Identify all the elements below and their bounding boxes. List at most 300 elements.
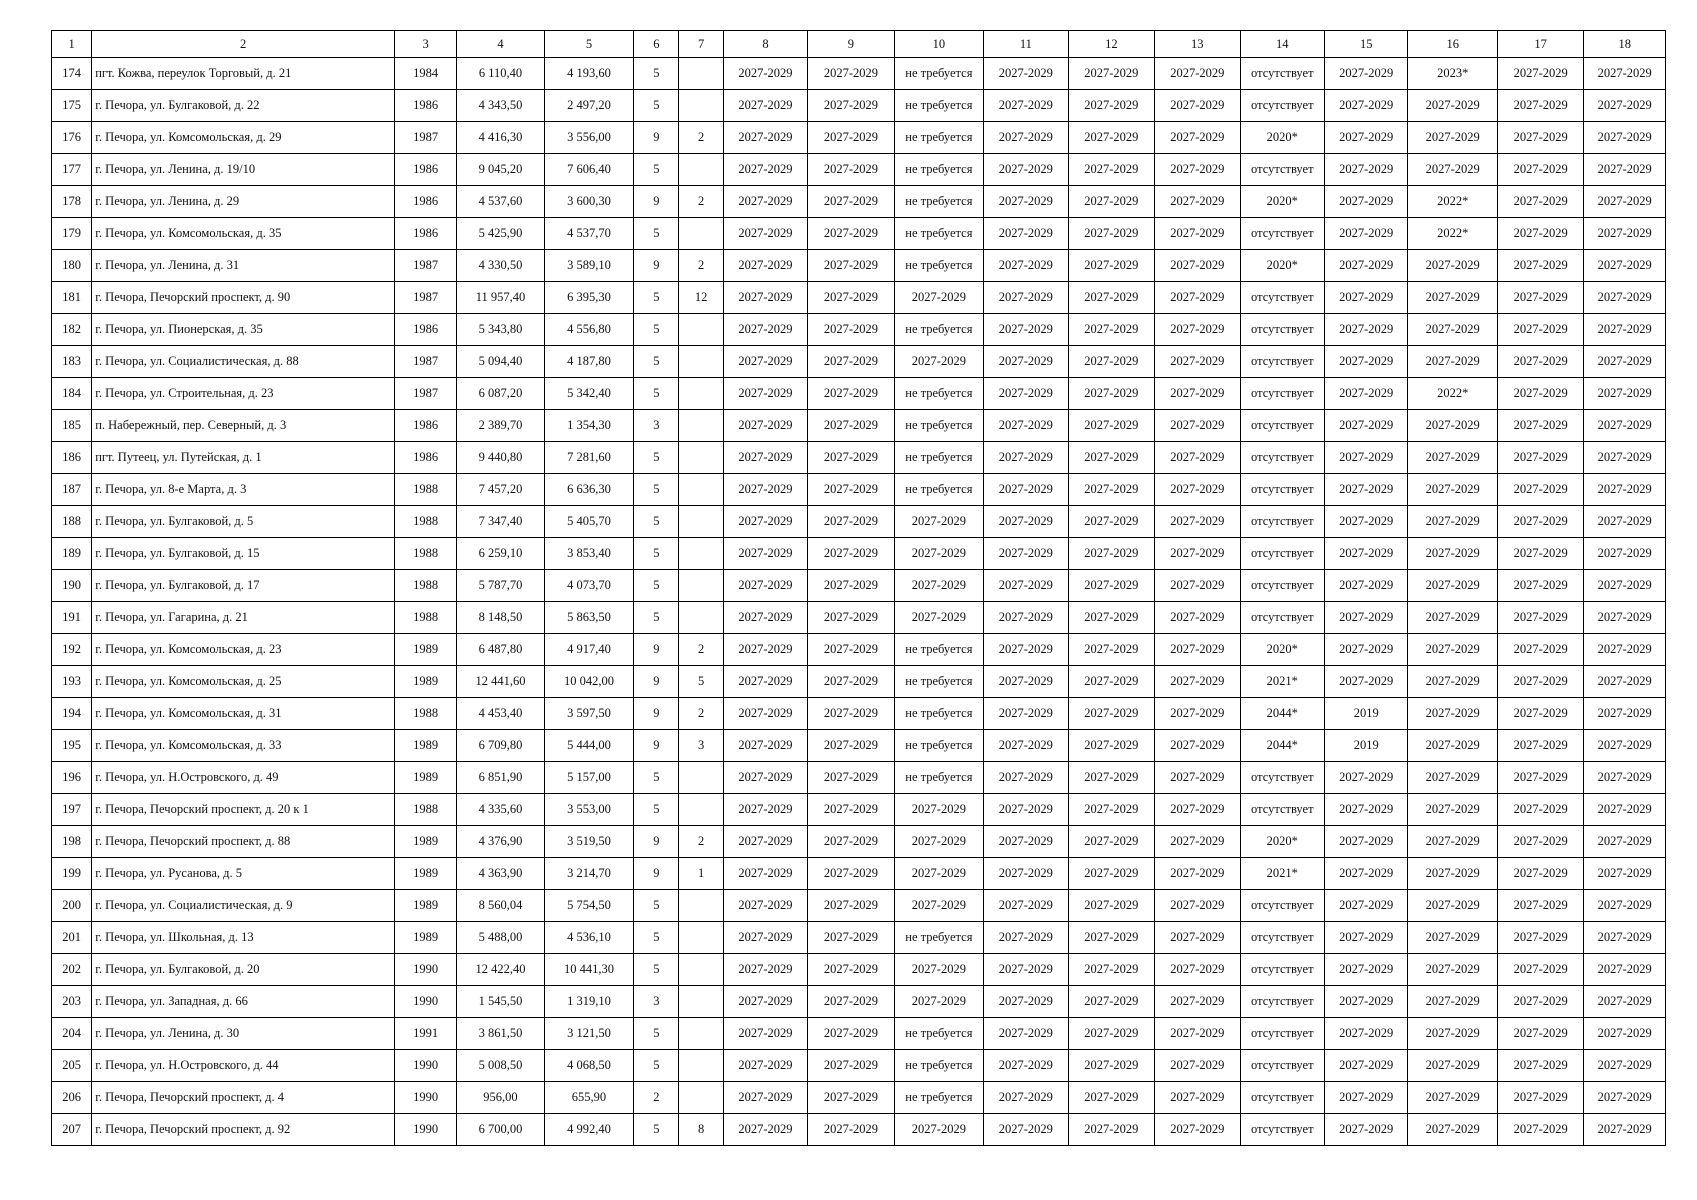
address-cell: г. Печора, ул. Булгаковой, д. 17 <box>92 570 395 602</box>
table-cell: 9 <box>634 730 679 762</box>
table-cell <box>679 602 723 634</box>
table-cell: 1989 <box>394 634 456 666</box>
table-cell: 2027-2029 <box>808 442 894 474</box>
table-cell: 7 606,40 <box>544 154 633 186</box>
table-cell: 2027-2029 <box>808 538 894 570</box>
table-cell: 2 497,20 <box>544 90 633 122</box>
table-cell: 2027-2029 <box>1408 602 1497 634</box>
table-cell: 2027-2029 <box>1584 666 1666 698</box>
housing-schedule-table <box>51 30 1666 1146</box>
table-cell: 1990 <box>394 1114 456 1146</box>
table-cell: 5 342,40 <box>544 378 633 410</box>
table-cell: 2027-2029 <box>1325 954 1408 986</box>
row-number-cell: 176 <box>52 122 92 154</box>
address-cell: пгт. Кожва, переулок Торговый, д. 21 <box>92 58 395 90</box>
table-cell: 1 354,30 <box>544 410 633 442</box>
table-cell: 5 <box>634 1114 679 1146</box>
table-cell: 3 556,00 <box>544 122 633 154</box>
table-cell: 2027-2029 <box>984 154 1068 186</box>
table-cell: 2027-2029 <box>984 506 1068 538</box>
table-cell: не требуется <box>894 698 983 730</box>
table-cell: 2027-2029 <box>1584 730 1666 762</box>
table-row <box>52 762 1666 794</box>
table-cell: 2027-2029 <box>1497 1050 1583 1082</box>
address-cell: г. Печора, ул. Социалистическая, д. 88 <box>92 346 395 378</box>
table-cell: 2027-2029 <box>1584 1018 1666 1050</box>
table-cell: 5 754,50 <box>544 890 633 922</box>
table-cell: 2027-2029 <box>1497 602 1583 634</box>
table-cell: 2027-2029 <box>984 698 1068 730</box>
table-cell: 2027-2029 <box>1584 186 1666 218</box>
address-cell: г. Печора, ул. 8-е Марта, д. 3 <box>92 474 395 506</box>
table-cell: 2027-2029 <box>1068 218 1154 250</box>
table-cell: 2027-2029 <box>808 762 894 794</box>
table-cell: 2027-2029 <box>723 282 807 314</box>
address-cell: г. Печора, ул. Ленина, д. 19/10 <box>92 154 395 186</box>
table-cell: 2027-2029 <box>723 730 807 762</box>
table-cell: 2027-2029 <box>1497 986 1583 1018</box>
column-number-7: 7 <box>679 31 723 58</box>
table-cell: 6 487,80 <box>457 634 544 666</box>
table-cell: 2027-2029 <box>1325 250 1408 282</box>
table-cell: 2027-2029 <box>1155 154 1240 186</box>
table-cell: 2027-2029 <box>1408 1018 1497 1050</box>
table-cell: 2027-2029 <box>984 986 1068 1018</box>
address-cell: г. Печора, ул. Комсомольская, д. 33 <box>92 730 395 762</box>
table-row <box>52 474 1666 506</box>
row-number-cell: 177 <box>52 154 92 186</box>
table-cell: 2027-2029 <box>723 314 807 346</box>
table-cell: 2027-2029 <box>723 858 807 890</box>
table-cell: 1986 <box>394 186 456 218</box>
table-cell: 2027-2029 <box>1408 90 1497 122</box>
address-cell: г. Печора, ул. Ленина, д. 31 <box>92 250 395 282</box>
table-cell: 9 <box>634 634 679 666</box>
table-cell: 1988 <box>394 506 456 538</box>
table-cell: 5 343,80 <box>457 314 544 346</box>
table-cell: 5 787,70 <box>457 570 544 602</box>
table-cell: 2027-2029 <box>1155 282 1240 314</box>
address-cell: г. Печора, ул. Булгаковой, д. 20 <box>92 954 395 986</box>
column-number-12: 12 <box>1068 31 1154 58</box>
table-cell: 2027-2029 <box>723 666 807 698</box>
table-cell: 2027-2029 <box>1408 250 1497 282</box>
table-cell: 2027-2029 <box>808 666 894 698</box>
table-cell: 3 214,70 <box>544 858 633 890</box>
table-cell: 2027-2029 <box>1584 474 1666 506</box>
table-cell: 2027-2029 <box>1068 282 1154 314</box>
table-cell: 1988 <box>394 538 456 570</box>
table-cell: 2 <box>679 186 723 218</box>
table-cell: отсутствует <box>1240 1050 1324 1082</box>
table-cell: 2027-2029 <box>1584 442 1666 474</box>
table-cell: 2027-2029 <box>1155 922 1240 954</box>
table-cell: отсутствует <box>1240 794 1324 826</box>
table-cell: 2027-2029 <box>1584 314 1666 346</box>
table-cell <box>679 762 723 794</box>
table-cell: 8 <box>679 1114 723 1146</box>
table-cell: 2027-2029 <box>1408 634 1497 666</box>
table-cell: 1989 <box>394 922 456 954</box>
table-cell: 2027-2029 <box>1155 698 1240 730</box>
table-cell: 2027-2029 <box>1068 186 1154 218</box>
column-number-3: 3 <box>394 31 456 58</box>
table-cell: 2027-2029 <box>723 890 807 922</box>
table-cell: 2027-2029 <box>723 186 807 218</box>
table-cell: 1987 <box>394 346 456 378</box>
table-cell: 2027-2029 <box>984 1050 1068 1082</box>
table-cell: 2027-2029 <box>984 794 1068 826</box>
table-cell: 1 <box>679 858 723 890</box>
table-cell: 2 <box>679 698 723 730</box>
table-cell: 5 425,90 <box>457 218 544 250</box>
table-cell: 3 <box>634 986 679 1018</box>
table-cell: 2027-2029 <box>984 538 1068 570</box>
table-cell: 2027-2029 <box>894 858 983 890</box>
table-cell: 2022* <box>1408 378 1497 410</box>
table-cell: 2020* <box>1240 826 1324 858</box>
table-cell: 2027-2029 <box>1408 1114 1497 1146</box>
table-cell: 9 <box>634 122 679 154</box>
table-cell <box>679 890 723 922</box>
table-cell <box>679 154 723 186</box>
table-cell: 6 087,20 <box>457 378 544 410</box>
table-cell: 6 395,30 <box>544 282 633 314</box>
table-cell: отсутствует <box>1240 314 1324 346</box>
table-cell: 2027-2029 <box>1325 282 1408 314</box>
address-cell: г. Печора, ул. Ленина, д. 29 <box>92 186 395 218</box>
table-cell: 2027-2029 <box>894 346 983 378</box>
table-cell: 2027-2029 <box>808 794 894 826</box>
table-cell: 2027-2029 <box>1155 90 1240 122</box>
table-cell: 1986 <box>394 154 456 186</box>
table-cell: отсутствует <box>1240 954 1324 986</box>
table-cell: отсутствует <box>1240 602 1324 634</box>
column-number-15: 15 <box>1325 31 1408 58</box>
row-number-cell: 200 <box>52 890 92 922</box>
table-cell: 2027-2029 <box>894 986 983 1018</box>
table-cell: 2027-2029 <box>1068 1050 1154 1082</box>
table-cell: 5 <box>634 282 679 314</box>
table-cell: 1987 <box>394 282 456 314</box>
table-cell: 2027-2029 <box>1408 314 1497 346</box>
table-cell: 5 <box>634 90 679 122</box>
row-number-cell: 174 <box>52 58 92 90</box>
table-cell: 2020* <box>1240 634 1324 666</box>
table-cell: 2027-2029 <box>1068 250 1154 282</box>
table-cell: 2027-2029 <box>1408 282 1497 314</box>
column-number-18: 18 <box>1584 31 1666 58</box>
table-cell: 2027-2029 <box>1408 442 1497 474</box>
table-cell: 2027-2029 <box>984 442 1068 474</box>
table-cell: 2027-2029 <box>1155 826 1240 858</box>
table-cell: 2027-2029 <box>1155 346 1240 378</box>
table-cell: 2027-2029 <box>1068 666 1154 698</box>
table-cell: не требуется <box>894 154 983 186</box>
table-cell: 5 <box>634 1018 679 1050</box>
table-cell: 2027-2029 <box>1155 1082 1240 1114</box>
table-cell: 4 193,60 <box>544 58 633 90</box>
address-cell: г. Печора, ул. Гагарина, д. 21 <box>92 602 395 634</box>
table-cell: 2027-2029 <box>1408 986 1497 1018</box>
table-cell: 2027-2029 <box>1155 58 1240 90</box>
table-cell: отсутствует <box>1240 474 1324 506</box>
table-cell: 1989 <box>394 858 456 890</box>
table-cell: отсутствует <box>1240 346 1324 378</box>
table-cell: 2020* <box>1240 186 1324 218</box>
table-cell: 2027-2029 <box>723 58 807 90</box>
table-cell: 2027-2029 <box>1068 346 1154 378</box>
table-cell: 2027-2029 <box>1584 122 1666 154</box>
table-cell: 2027-2029 <box>1068 90 1154 122</box>
address-cell: п. Набережный, пер. Северный, д. 3 <box>92 410 395 442</box>
table-cell: отсутствует <box>1240 506 1324 538</box>
table-cell <box>679 538 723 570</box>
table-cell: 2027-2029 <box>1155 538 1240 570</box>
table-cell: 2027-2029 <box>1408 570 1497 602</box>
table-cell: 2027-2029 <box>808 1018 894 1050</box>
table-cell: 2027-2029 <box>1155 442 1240 474</box>
table-cell: 2027-2029 <box>723 986 807 1018</box>
table-cell: 2027-2029 <box>1497 1018 1583 1050</box>
table-cell: 2027-2029 <box>1155 858 1240 890</box>
table-cell: 2027-2029 <box>984 826 1068 858</box>
table-cell: 2027-2029 <box>1325 314 1408 346</box>
table-cell: 2027-2029 <box>1408 666 1497 698</box>
table-cell: 2027-2029 <box>1408 122 1497 154</box>
table-cell: 5 444,00 <box>544 730 633 762</box>
table-cell: отсутствует <box>1240 58 1324 90</box>
table-row <box>52 282 1666 314</box>
table-cell: 1986 <box>394 410 456 442</box>
table-cell: не требуется <box>894 442 983 474</box>
table-cell: 2027-2029 <box>1584 570 1666 602</box>
table-cell: 2027-2029 <box>1325 122 1408 154</box>
table-cell: 5 <box>634 506 679 538</box>
row-number-cell: 186 <box>52 442 92 474</box>
table-cell: 2027-2029 <box>1155 794 1240 826</box>
row-number-cell: 197 <box>52 794 92 826</box>
column-number-9: 9 <box>808 31 894 58</box>
table-cell: 2027-2029 <box>1497 442 1583 474</box>
table-cell: 5 <box>634 890 679 922</box>
table-cell: 2027-2029 <box>1408 474 1497 506</box>
address-cell: г. Печора, ул. Русанова, д. 5 <box>92 858 395 890</box>
table-cell: 2027-2029 <box>984 1018 1068 1050</box>
row-number-cell: 181 <box>52 282 92 314</box>
table-cell: отсутствует <box>1240 1082 1324 1114</box>
table-cell: 2020* <box>1240 122 1324 154</box>
table-cell: 2027-2029 <box>1497 922 1583 954</box>
table-cell: 2027-2029 <box>808 154 894 186</box>
table-cell: 2027-2029 <box>1584 378 1666 410</box>
table-cell: 2027-2029 <box>894 1114 983 1146</box>
table-cell: 2027-2029 <box>1155 410 1240 442</box>
table-cell: 2027-2029 <box>1584 58 1666 90</box>
row-number-cell: 188 <box>52 506 92 538</box>
table-cell: 11 957,40 <box>457 282 544 314</box>
table-row <box>52 922 1666 954</box>
table-cell: 2027-2029 <box>1497 474 1583 506</box>
table-cell: 5 <box>634 154 679 186</box>
table-cell: 2027-2029 <box>1497 506 1583 538</box>
table-row <box>52 218 1666 250</box>
column-number-13: 13 <box>1155 31 1240 58</box>
table-row <box>52 410 1666 442</box>
table-cell: 2027-2029 <box>1155 954 1240 986</box>
table-cell: 2027-2029 <box>1584 410 1666 442</box>
table-cell: 2027-2029 <box>1408 1082 1497 1114</box>
table-cell: 2027-2029 <box>1325 442 1408 474</box>
table-cell: 2027-2029 <box>1497 122 1583 154</box>
table-cell: 2027-2029 <box>984 250 1068 282</box>
table-row <box>52 122 1666 154</box>
row-number-cell: 182 <box>52 314 92 346</box>
table-cell: 2027-2029 <box>1497 250 1583 282</box>
table-cell: 2027-2029 <box>1584 794 1666 826</box>
table-cell: 2027-2029 <box>1584 250 1666 282</box>
table-cell: 2027-2029 <box>1408 762 1497 794</box>
table-cell: 2027-2029 <box>1497 218 1583 250</box>
table-cell: 2027-2029 <box>1325 538 1408 570</box>
table-cell: 9 045,20 <box>457 154 544 186</box>
table-cell: 10 042,00 <box>544 666 633 698</box>
table-cell: 2027-2029 <box>1497 1082 1583 1114</box>
table-row <box>52 634 1666 666</box>
table-cell: 9 <box>634 186 679 218</box>
table-cell: 4 330,50 <box>457 250 544 282</box>
table-cell: 2027-2029 <box>1325 474 1408 506</box>
table-cell: 2027-2029 <box>808 506 894 538</box>
table-cell: 2027-2029 <box>984 1082 1068 1114</box>
table-cell: 2027-2029 <box>808 282 894 314</box>
table-row <box>52 506 1666 538</box>
table-cell: 3 519,50 <box>544 826 633 858</box>
column-number-14: 14 <box>1240 31 1324 58</box>
table-cell: 2027-2029 <box>1068 602 1154 634</box>
table-cell: 2027-2029 <box>1325 410 1408 442</box>
table-cell: 2027-2029 <box>723 474 807 506</box>
address-cell: г. Печора, ул. Комсомольская, д. 35 <box>92 218 395 250</box>
table-cell: 12 441,60 <box>457 666 544 698</box>
row-number-cell: 206 <box>52 1082 92 1114</box>
table-cell: 2027-2029 <box>1584 826 1666 858</box>
table-cell: 2027-2029 <box>1497 762 1583 794</box>
table-cell: 2027-2029 <box>1325 986 1408 1018</box>
table-cell: 2027-2029 <box>808 474 894 506</box>
table-cell: 2027-2029 <box>1325 154 1408 186</box>
table-cell: 5 <box>634 474 679 506</box>
row-number-cell: 184 <box>52 378 92 410</box>
table-cell: 2027-2029 <box>723 570 807 602</box>
table-cell: 2027-2029 <box>808 1082 894 1114</box>
table-row <box>52 666 1666 698</box>
table-cell: 12 422,40 <box>457 954 544 986</box>
table-cell: 2027-2029 <box>723 442 807 474</box>
table-cell: 2019 <box>1325 730 1408 762</box>
table-cell: 1 545,50 <box>457 986 544 1018</box>
table-cell: 2027-2029 <box>1584 506 1666 538</box>
table-cell: 4 537,60 <box>457 186 544 218</box>
table-cell: не требуется <box>894 90 983 122</box>
table-row <box>52 794 1666 826</box>
table-cell: 2027-2029 <box>1497 58 1583 90</box>
table-cell: не требуется <box>894 410 983 442</box>
table-cell: не требуется <box>894 762 983 794</box>
table-cell: 2027-2029 <box>1584 858 1666 890</box>
table-cell <box>679 58 723 90</box>
table-cell: 9 <box>634 666 679 698</box>
table-cell: 2027-2029 <box>723 794 807 826</box>
table-row <box>52 570 1666 602</box>
table-cell: 2027-2029 <box>723 1114 807 1146</box>
address-cell: г. Печора, ул. Ленина, д. 30 <box>92 1018 395 1050</box>
table-cell <box>679 378 723 410</box>
table-cell: 2027-2029 <box>1068 954 1154 986</box>
table-cell: 2027-2029 <box>1325 570 1408 602</box>
table-cell: 1986 <box>394 90 456 122</box>
table-cell: 4 416,30 <box>457 122 544 154</box>
table-cell: не требуется <box>894 378 983 410</box>
table-cell: 2027-2029 <box>1584 954 1666 986</box>
table-cell: 7 457,20 <box>457 474 544 506</box>
address-cell: г. Печора, ул. Пионерская, д. 35 <box>92 314 395 346</box>
table-cell: 2027-2029 <box>1408 954 1497 986</box>
table-cell <box>679 314 723 346</box>
table-cell: 5 863,50 <box>544 602 633 634</box>
table-cell: 4 363,90 <box>457 858 544 890</box>
table-cell: 2027-2029 <box>1155 666 1240 698</box>
row-number-cell: 191 <box>52 602 92 634</box>
table-cell: 8 148,50 <box>457 602 544 634</box>
table-cell: 9 <box>634 826 679 858</box>
table-cell: 2027-2029 <box>723 1050 807 1082</box>
table-cell: 2027-2029 <box>808 186 894 218</box>
table-cell: 2027-2029 <box>1068 154 1154 186</box>
table-cell: 1987 <box>394 122 456 154</box>
table-row <box>52 154 1666 186</box>
table-cell: 2027-2029 <box>1584 762 1666 794</box>
table-cell: 2027-2029 <box>723 378 807 410</box>
address-cell: г. Печора, ул. Булгаковой, д. 22 <box>92 90 395 122</box>
address-cell: г. Печора, Печорский проспект, д. 88 <box>92 826 395 858</box>
table-cell: 2027-2029 <box>1155 250 1240 282</box>
table-cell: 2027-2029 <box>1325 826 1408 858</box>
table-cell: 2027-2029 <box>723 762 807 794</box>
table-cell: 2027-2029 <box>1068 730 1154 762</box>
column-number-10: 10 <box>894 31 983 58</box>
address-cell: г. Печора, ул. Булгаковой, д. 5 <box>92 506 395 538</box>
table-cell: 2027-2029 <box>1155 570 1240 602</box>
table-cell: 2027-2029 <box>1068 890 1154 922</box>
table-cell: 2027-2029 <box>1408 538 1497 570</box>
table-cell: 2027-2029 <box>1068 986 1154 1018</box>
table-cell: 2027-2029 <box>1155 634 1240 666</box>
table-cell: 2027-2029 <box>808 314 894 346</box>
table-cell: 3 597,50 <box>544 698 633 730</box>
table-cell: 1989 <box>394 890 456 922</box>
table-cell: 2027-2029 <box>1497 666 1583 698</box>
table-body <box>52 31 1666 1146</box>
row-number-cell: 195 <box>52 730 92 762</box>
table-cell: 2027-2029 <box>1155 1050 1240 1082</box>
table-cell: 2027-2029 <box>1325 794 1408 826</box>
table-cell <box>679 442 723 474</box>
table-cell: 5 <box>634 58 679 90</box>
table-cell: 2027-2029 <box>1325 666 1408 698</box>
address-cell: г. Печора, ул. Школьная, д. 13 <box>92 922 395 954</box>
table-cell: 2027-2029 <box>1068 122 1154 154</box>
